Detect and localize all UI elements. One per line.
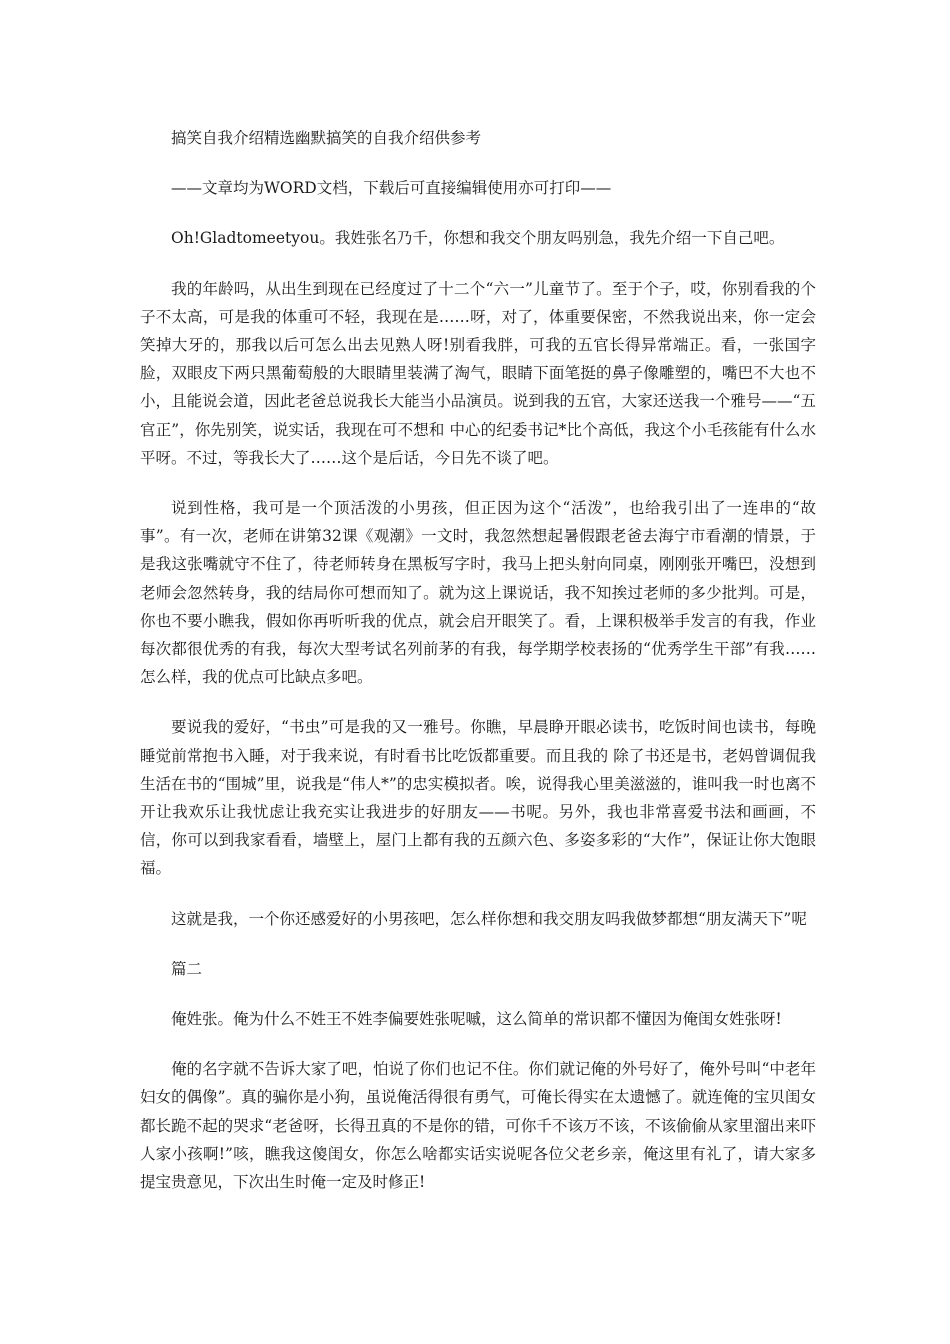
paragraph: 我的年龄吗，从出生到现在已经度过了十二个“六一”儿童节了。至于个子，哎，你别看我的个子不太高，可是我的体重可不轻，我现在是……呀，对了，体重要保密，不然我说出来，你一定会笑掉大牙的，那我以后可怎么出去见熟人呀!别看我胖，可我的五官长得异常端正。看，一张国字脸，双眼皮下两只黑葡萄般的大眼睛里装满了淘气，眼睛下面笔挺的鼻子像雕塑的，嘴巴不大也不小，且能说会道，因此老爸总说我长大能当小品演员。说到我的五官，大家还送我一个雅号——“五官正”，你先别笑，说实话，我现在可不想和 中心的纪委书记*比个高低，我这个小毛孩能有什么水平呀。不过，等我长大了……这个是后话，今日先不谈了吧。: [140, 279, 816, 467]
paragraph: 说到性格，我可是一个顶活泼的小男孩，但正因为这个“活泼”，也给我引出了一连串的“故事”。有一次，老师在讲第32课《观潮》一文时，我忽然想起暑假跟老爸去海宁市看潮的情景，于是我这张嘴就守不住了，待老师转身在黑板写字时，我马上把头射向同桌，刚刚张开嘴巴，没想到老师会忽然转身，我的结局你可想而知了。就为这上课说话，我不知挨过老师的多少批判。可是，你也不要小瞧我，假如你再听听我的优点，就会启开眼笑了。看，上课积极举手发言的有我，作业每次都很优秀的有我，每次大型考试名列前茅的有我，每学期学校表扬的“优秀学生干部”有我……怎么样，我的优点可比缺点多吧。: [140, 499, 816, 687]
section-heading: 篇二: [171, 959, 203, 978]
paragraph: 俺的名字就不告诉大家了吧，怕说了你们也记不住。你们就记俺的外号好了，俺外号叫“中老年妇女的偶像”。真的骗你是小狗，虽说俺活得很有勇气，可俺长得实在太遗憾了。就连俺的宝贝闺女都长跪不起的哭求“老爸呀，长得丑真的不是你的错，可你千不该万不该，不该偷偷从家里溜出来吓人家小孩啊!”咳，瞧我这傻闺女，你怎么啥都实话实说呢各位父老乡亲，俺这里有礼了，请大家多提宝贵意见，下次出生时俺一定及时修正!: [140, 1060, 816, 1192]
document-body: [140, 124, 816, 1218]
document-subtitle: ——文章均为WORD文档，下载后可直接编辑使用亦可打印——: [171, 179, 612, 198]
paragraph: 要说我的爱好，“书虫”可是我的又一雅号。你瞧，早晨睁开眼必读书，吃饭时间也读书，每晚睡觉前常抱书入睡，对于我来说，有时看书比吃饭都重要。而且我的 除了书还是书，老妈曾调侃我生活在书的“围城”里，说我是“伟人*”的忠实模拟者。唉，说得我心里美滋滋的，谁叫我一时也离不开让我欢乐让我忧虑让我充实让我进步的好朋友——书呢。另外，我也非常喜爱书法和画画，不信，你可以到我家看看，墙壁上，屋门上都有我的五颜六色、多姿多彩的“大作”，保证让你大饱眼福。: [140, 718, 816, 878]
paragraph: Oh!Gladtomeetyou。我姓张名乃千，你想和我交个朋友吗别急，我先介绍一下自己吧。: [171, 229, 785, 248]
paragraph: 这就是我，一个你还感爱好的小男孩吧，怎么样你想和我交朋友吗我做梦都想“朋友满天下”呢: [171, 909, 807, 928]
paragraph: 俺姓张。俺为什么不姓王不姓李偏要姓张呢嘁，这么简单的常识都不懂因为俺闺女姓张呀!: [171, 1010, 782, 1029]
document-title: 搞笑自我介绍精选幽默搞笑的自我介绍供参考: [171, 129, 482, 147]
